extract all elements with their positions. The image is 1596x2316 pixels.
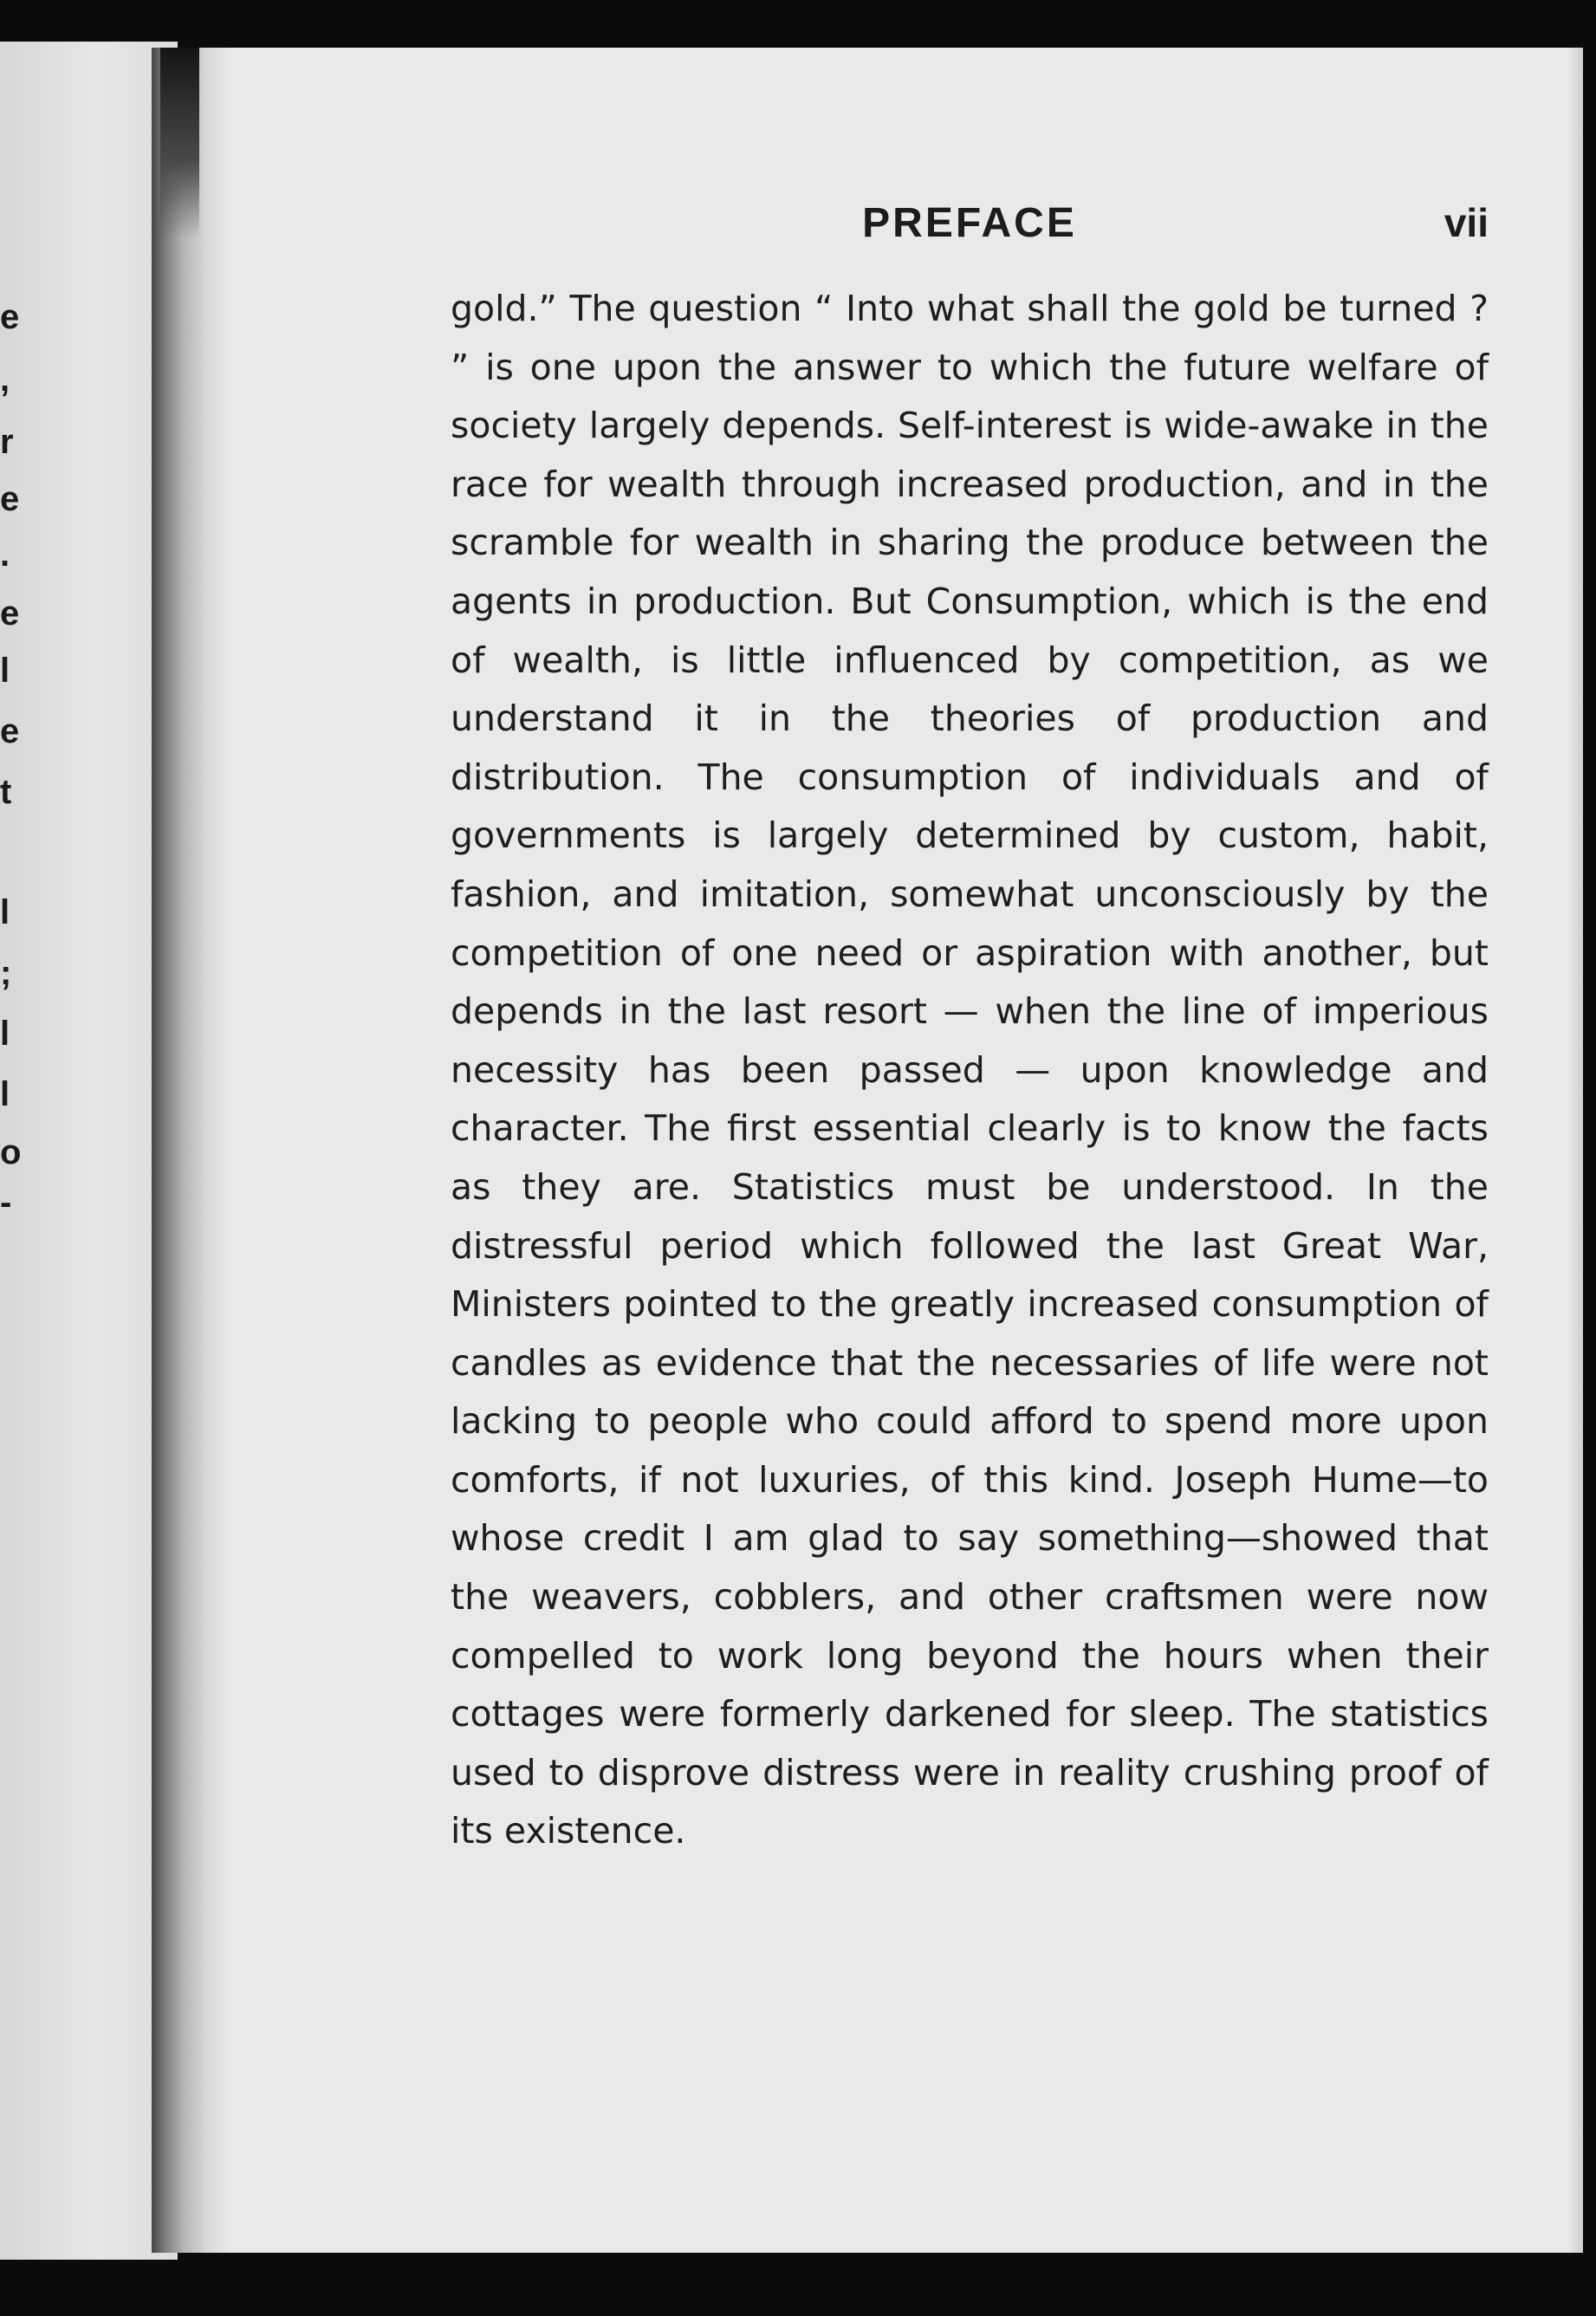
previous-page-char: l xyxy=(0,893,10,931)
page-number: vii xyxy=(1444,200,1489,245)
previous-page-char: e xyxy=(0,480,20,518)
previous-page-char: l xyxy=(0,1075,10,1113)
running-head: PREFACE xyxy=(862,200,1077,246)
previous-page-char: e xyxy=(0,712,20,750)
previous-page-char: o xyxy=(0,1133,22,1171)
previous-page-char: t xyxy=(0,773,12,811)
previous-page-char: l xyxy=(0,1015,10,1053)
body-paragraph: gold.” The question “ Into what shall the gold be turned ? ” is one upon the answer to which the future welfare of society largely depends. Self-interest is wide-awake in the race for wealth through increased production, and in the scramble for wealth in sharing the produce between the agents in production. But Consumption, which is the end of wealth, is little influenced by competition, as we understand it in the theories of production and distribution. The consumption of individuals and of governments is largely determined by custom, habit, fashion, and imitation, somewhat unconsciously by the competition of one need or aspiration with another, but depends in the last resort — when the line of imperious necessity has been passed — upon knowledge and character. The first essential clearly is to know the facts as they are. Statistics must be understood. In the distressful period which followed the last Great War, Ministers pointed to the greatly increased consumption of candles as evidence that the necessaries of life were not lacking to people who could afford to spend more upon comforts, if not luxuries, of this kind. Joseph Hume—to whose credit I am glad to say something—showed that the weavers, cobblers, and other craftsmen were now compelled to work long beyond the hours when their cottages were formerly darkened for sleep. The statistics used to disprove distress were in reality crushing proof of its existence. xyxy=(451,288,1489,1852)
previous-page-char: , xyxy=(0,360,10,399)
previous-page-char: r xyxy=(0,423,14,461)
book-page xyxy=(152,48,1583,2253)
previous-page-char: e xyxy=(0,594,20,633)
previous-page-char: e xyxy=(0,298,20,336)
previous-page-char: . xyxy=(0,535,10,574)
page-right-edge xyxy=(1567,48,1583,2253)
previous-page-char: l xyxy=(0,652,10,690)
page-header xyxy=(451,199,1489,260)
page-gutter-shadow xyxy=(152,48,230,2253)
previous-page-characters xyxy=(0,42,35,2260)
previous-page-char: - xyxy=(0,1184,12,1222)
previous-page-char: ; xyxy=(0,954,12,992)
page-gutter-dark-top xyxy=(160,48,199,238)
